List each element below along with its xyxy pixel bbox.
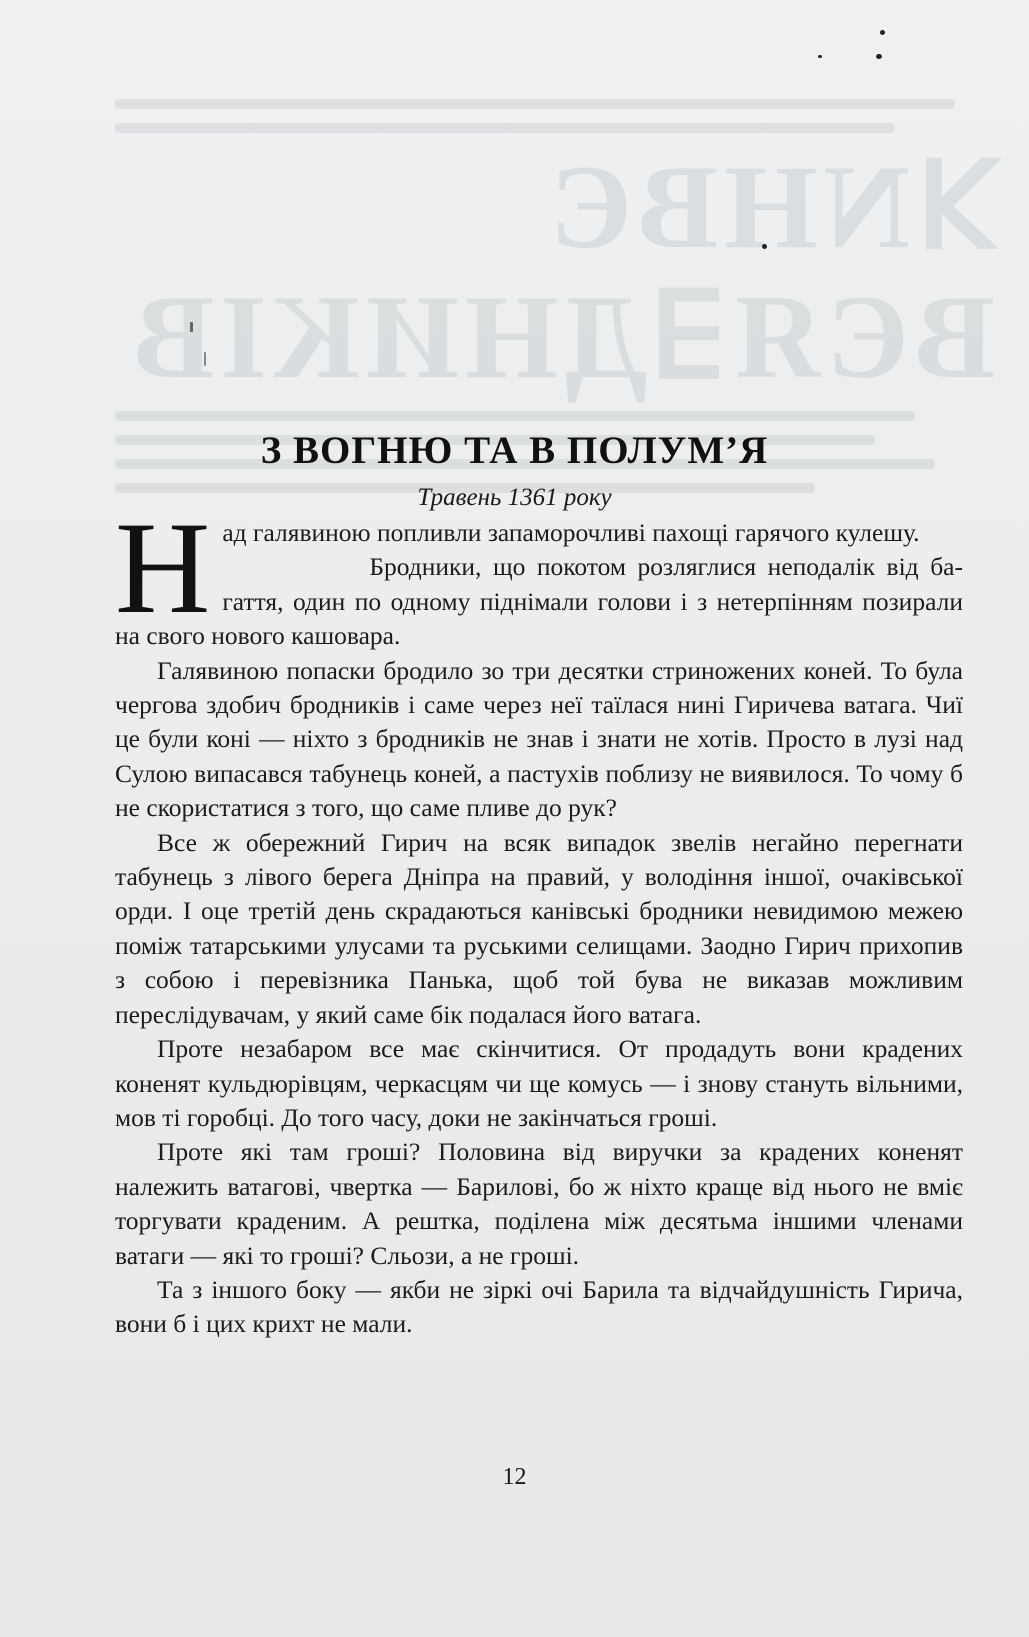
page-number: 12 [502,1464,527,1490]
dust-speck [876,54,882,59]
bleed-line [115,99,955,109]
dust-speck [190,322,193,332]
paragraph: Проте незабаром все має скінчитися. От продадуть вони крадених коненят кульдюрівцям, черкасцям чи ще комусь — і знову стануть вільними, мов ті горобці. До того часу, доки не закінчаться гроші. [115,1034,963,1132]
paragraph: Галявиною попаски бродило зо три десятки стриножених коней. То була чергова здобич бродників і саме через неї таїлася нині Гиричева ватага. Чиї це були коні — ніхто з бродників не знав і знати не хотів. Просто в лузі над Сулою випасався табунець коней, а пастухів поблизу не виявилося. То чому б не скористатися з того, що саме пливе до рук? [115,655,963,823]
paragraph: Та з іншого боку — якби не зіркі очі Барила та відчайдушність Гирича, вони б і цих крихт не мали. [115,1274,963,1339]
paragraph: Все ж обережний Гирич на всяк випадок звелів негайно перегнати табунець з лівого берега Дніпра на правий, у володіння іншої, очаківської орди. І оце третій день скрадаються канівські бродники невидимою межею поміж татарськими улусами та руськими селищами. Заодно Гирич прихопив з собою і перевізника Панька, щоб той бува не виказав можливим переслідувачам, у який саме бік подалася його ватага. [115,827,963,1029]
paragraph: Бродники, що покотом розляглися неподалік від багаття, один по одному піднімали голови і з нетерпінням позирали на свого нового кашовара. [115,552,963,651]
dust-speck [204,352,206,366]
bleed-heading: ВЄЯ∃ДНИКІВ [128,270,995,403]
bleed-heading: ꓘNHBЄ [544,140,995,273]
chapter-title: З ВОГНЮ ТА В ПОЛУМ’Я [260,429,769,472]
chapter-date: Травень 1361 року [417,484,612,511]
drop-cap: Н [115,494,211,641]
paragraph-text: ад галявиною попливли запаморочливі пахощі гарячого кулешу. [222,518,920,547]
bleed-line [115,123,895,133]
dust-speck [880,30,885,35]
dust-speck [818,55,822,58]
paragraph: Проте які там гроші? Половина від виручки за крадених коненят належить ватагові, чвертка — Барилові, бо ж ніхто краще від нього не вміє торгувати краденим. А рештка, поділена між десятьма іншими членами ватаги — які то гроші? Сльози, а не гроші. [115,1137,963,1270]
dust-speck [762,244,767,249]
bleed-line [115,411,915,421]
